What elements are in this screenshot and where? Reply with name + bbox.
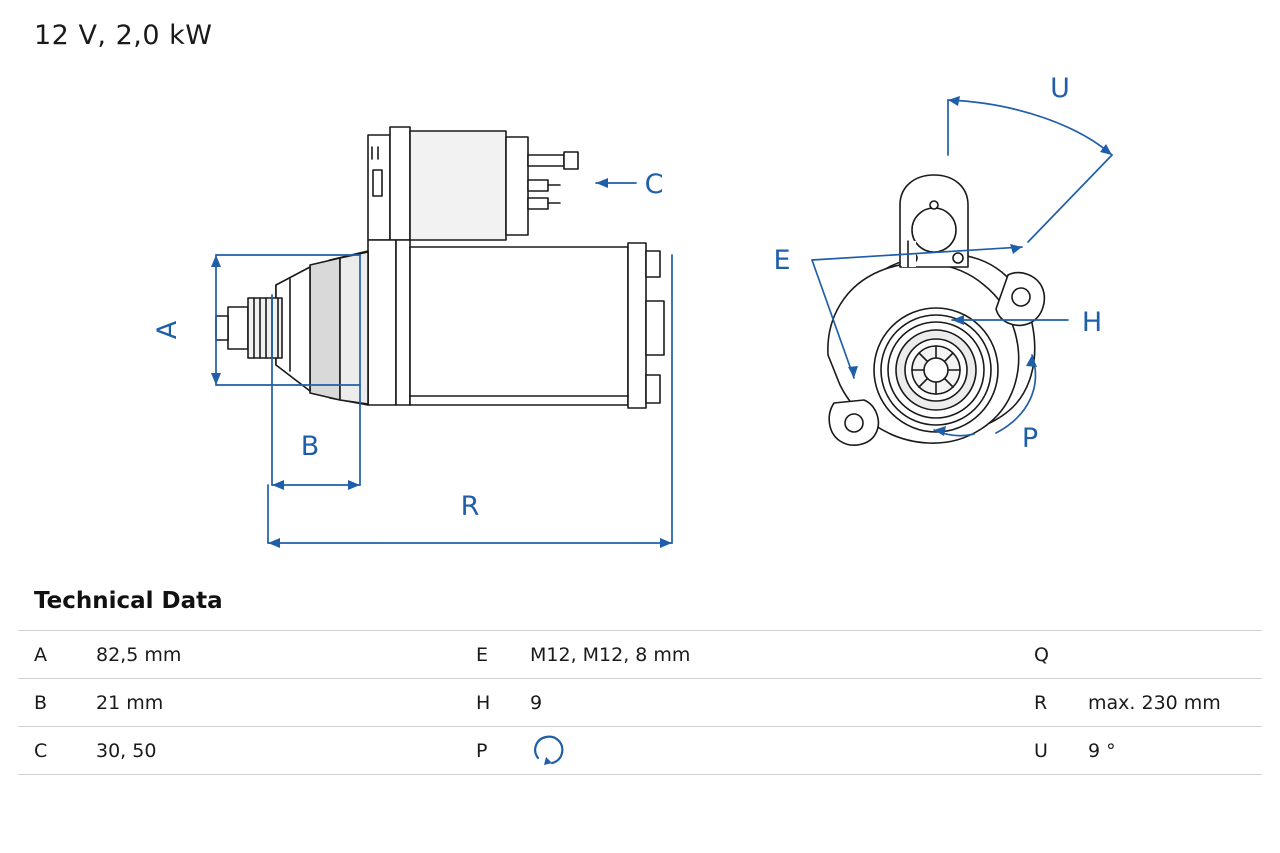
motor-housing	[368, 240, 664, 408]
row-value-e: M12, M12, 8 mm	[516, 631, 1020, 679]
row-key-e: E	[462, 631, 516, 679]
pinion-splines	[912, 346, 960, 394]
callout-c	[596, 178, 636, 188]
row-key-h: H	[462, 679, 516, 727]
technical-data-heading: Technical Data	[34, 588, 223, 614]
starter-motor-drawing	[0, 55, 1280, 575]
row-value-b: 21 mm	[82, 679, 462, 727]
drive-end-housing	[276, 251, 368, 405]
row-key-c: C	[18, 727, 82, 775]
row-value-q	[1074, 631, 1262, 679]
row-key-r: R	[1020, 679, 1074, 727]
label-a: A	[152, 320, 183, 340]
solenoid-body	[368, 127, 578, 240]
label-h: H	[1081, 307, 1103, 338]
technical-data-table	[18, 630, 1262, 775]
label-c: C	[644, 169, 664, 200]
row-value-r: max. 230 mm	[1074, 679, 1262, 727]
row-value-a: 82,5 mm	[82, 631, 462, 679]
callout-u	[948, 96, 1112, 242]
label-u: U	[1050, 73, 1070, 104]
row-value-p	[516, 727, 1020, 775]
row-key-b: B	[18, 679, 82, 727]
front-view-flange	[828, 175, 1044, 445]
rotation-direction-icon	[530, 734, 570, 768]
label-e: E	[773, 245, 791, 276]
label-p: P	[1021, 423, 1039, 454]
row-value-c: 30, 50	[82, 727, 462, 775]
row-key-a: A	[18, 631, 82, 679]
row-value-h: 9	[516, 679, 1020, 727]
page-title: 12 V, 2,0 kW	[34, 20, 213, 51]
table-row	[18, 679, 1262, 727]
table-row	[18, 727, 1262, 775]
label-b: B	[300, 431, 320, 462]
table-row	[18, 631, 1262, 679]
label-r: R	[460, 491, 480, 522]
row-key-q: Q	[1020, 631, 1074, 679]
row-key-u: U	[1020, 727, 1074, 775]
row-value-u: 9 °	[1074, 727, 1262, 775]
row-key-p: P	[462, 727, 516, 775]
